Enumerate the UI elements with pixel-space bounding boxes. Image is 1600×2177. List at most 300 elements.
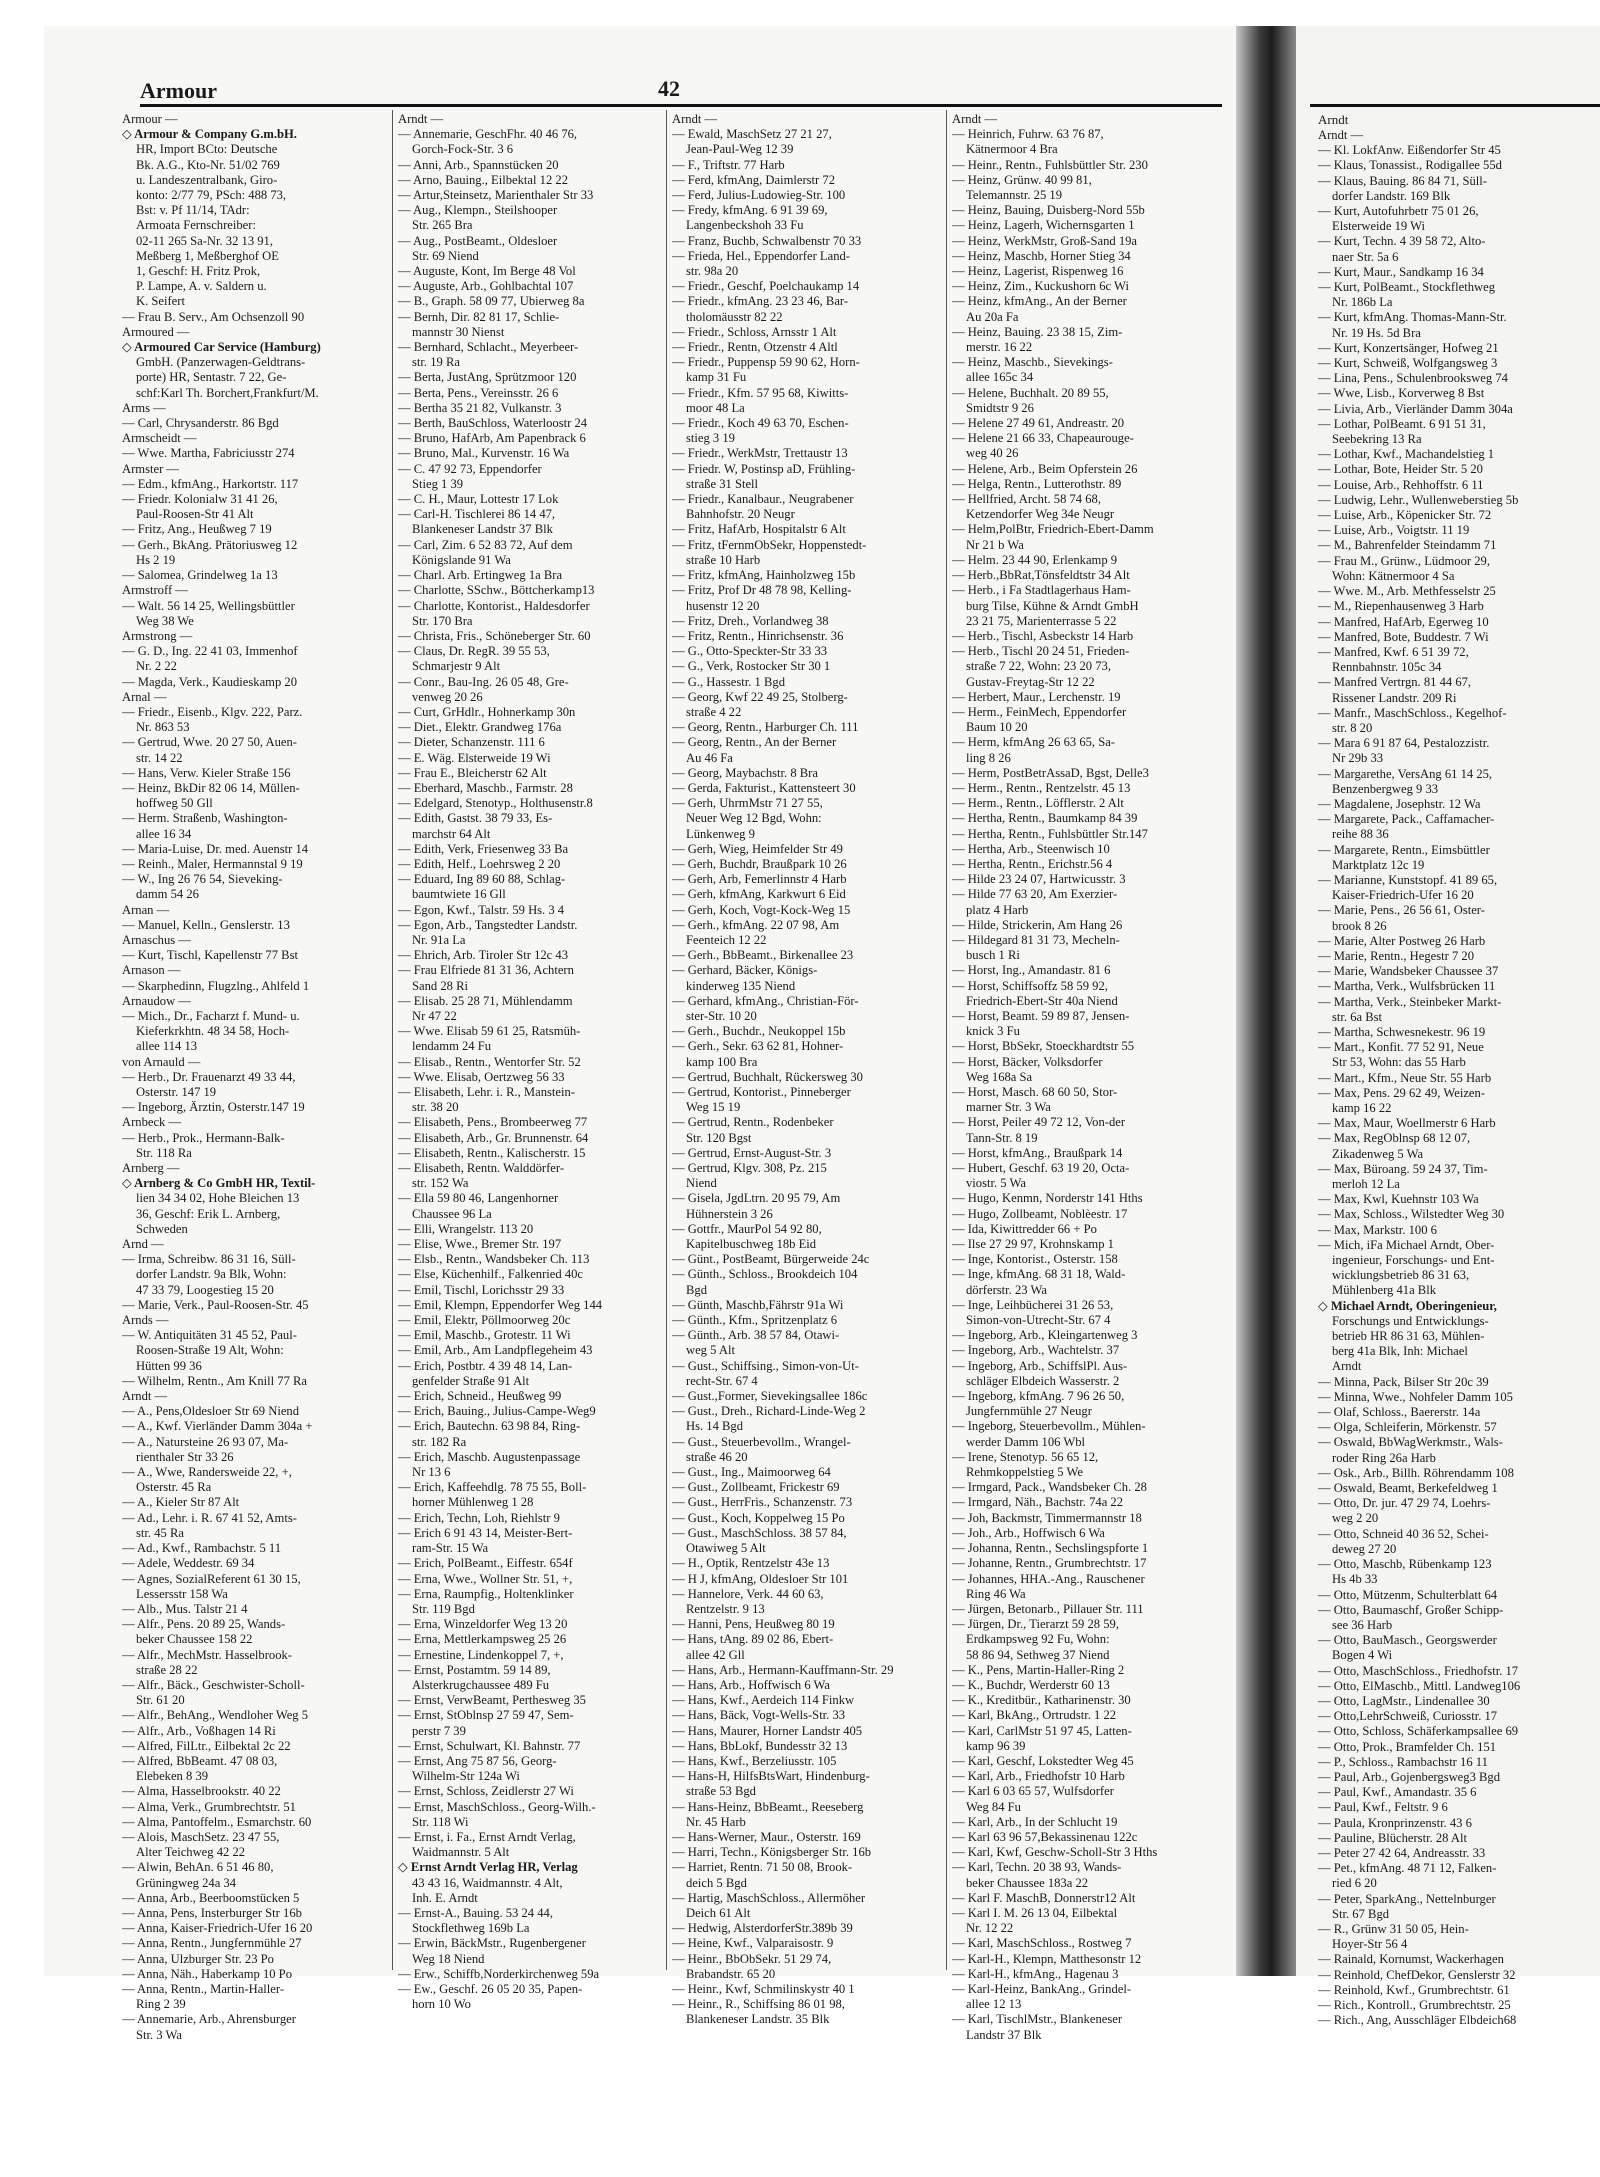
directory-entry-line: Str. 170 Bra [412,613,473,628]
directory-entry-line: — Conr., Bau-Ing. 26 05 48, Gre- [398,674,569,689]
directory-entry-line: — Erich, Maschb. Augustenpassage [398,1449,581,1464]
directory-entry-line: Lünkenweg 9 [686,826,755,841]
directory-entry-line: — Karl, Kwf, Geschw-Scholl-Str 3 Hths [952,1845,1158,1860]
directory-entry-line: — Karl 63 96 57,Bekassinenau 122c [952,1829,1138,1844]
directory-entry-line: — Gerh, Koch, Vogt-Kock-Weg 15 [672,902,851,917]
directory-entry-line: — Gerh., BbBeamt., Birkenallee 23 [672,948,854,963]
directory-entry-line: — Ingeborg, kfmAng. 7 96 26 50, [952,1389,1125,1404]
directory-entry-line: schf:Karl Th. Borchert,Frankfurt/M. [136,385,319,400]
directory-entry-line: — Alwin, BehAn. 6 51 46 80, [122,1860,274,1875]
directory-entry-line: allee 16 34 [136,826,192,841]
directory-column-2 [398,112,660,2012]
directory-entry-line: — Erich, Techn, Loh, Riehlstr 9 [398,1510,560,1525]
directory-entry-line: — Hildegard 81 31 73, Mecheln- [952,932,1120,947]
directory-entry-line: — Lothar, PolBeamt. 6 91 51 31, [1318,416,1486,431]
directory-entry-line: — Ingeborg, Ärztin, Osterstr.147 19 [122,1100,305,1115]
directory-entry-line: Feenteich 12 22 [686,932,767,947]
directory-entry-line: Weg 168a Sa [966,1069,1033,1084]
directory-entry-line: Alter Teichweg 42 22 [136,1845,246,1860]
directory-entry-line: Nr. 91a La [412,932,466,947]
directory-entry-line: — Wwe. Elisab, Oertzweg 56 33 [398,1069,565,1084]
directory-entry-line: 43 43 16, Waidmannstr. 4 Alt, [412,1875,563,1890]
directory-entry-line: — Kurt, Autofuhrbetr 75 01 26, [1318,204,1479,219]
directory-entry-line: — Fritz, Ang., Heußweg 7 19 [122,522,272,537]
directory-entry-line: — F., Triftstr. 77 Harb [672,157,785,172]
directory-entry-line: lien 34 34 02, Hohe Bleichen 13 [136,1191,300,1206]
directory-entry-line: — Horst, Schiffsoffz 58 59 92, [952,978,1108,993]
directory-entry-line: — Charl. Arb. Ertingweg 1a Bra [398,568,563,583]
directory-entry-line: weg 2 20 [1332,1511,1379,1526]
directory-entry-line: — Edm., kfmAng., Harkortstr. 117 [122,476,299,491]
directory-entry-line: — Paul, Arb., Gojenbergsweg3 Bgd [1318,1769,1501,1784]
directory-entry-line: roder Ring 26a Harb [1332,1450,1436,1465]
directory-entry-line: Langenbeckshoh 33 Fu [686,218,804,233]
column-separator [946,110,947,1970]
directory-entry-line: — Otto, Mützenm, Schulterblatt 64 [1318,1587,1498,1602]
directory-entry-line: Wohn: Kätnermoor 4 Sa [1332,568,1455,583]
directory-entry-line: — Franz, Buchb, Schwalbenstr 70 33 [672,233,862,248]
directory-entry-line: — Auguste, Arb., Gohlbachtal 107 [398,279,574,294]
directory-entry-line: — Heine, Kwf., Valparaisostr. 9 [672,1936,834,1951]
directory-entry-line: — Emil, Elektr, Pöllmoorweg 20c [398,1313,571,1328]
directory-entry-line: — Fritz, tFernmObSekr, Hoppenstedt- [672,537,867,552]
directory-entry-line: Bst: v. Pf 11/14, TAdr: [136,203,250,218]
directory-entry-line: — Alfr., BehAng., Wendloher Weg 5 [122,1708,309,1723]
directory-entry-line: ◇ Ernst Arndt Verlag HR, Verlag [398,1860,578,1875]
directory-entry-line: — Marianne, Kunststopf. 41 89 65, [1318,872,1498,887]
directory-entry-line: — Helga, Rentn., Lutterothstr. 89 [952,476,1122,491]
directory-entry-line: Chaussee 96 La [412,1206,492,1221]
directory-entry-line: Arndt [1332,1359,1362,1374]
directory-entry-line: — Helene, Buchhalt. 20 89 55, [952,385,1109,400]
directory-entry-line: — Karl I. M. 26 13 04, Eilbektal [952,1905,1118,1920]
directory-entry-line: Arms — [122,400,166,415]
directory-entry-line: Blankeneser Landstr. 35 Blk [686,2012,830,2027]
directory-entry-line: kamp 31 Fu [686,370,747,385]
directory-entry-line: — Max, Büroang. 59 24 37, Tim- [1318,1161,1488,1176]
directory-entry-line: — Friedr., Koch 49 63 70, Eschen- [672,416,849,431]
directory-entry-line: — Heinr., R., Schiffsing 86 01 98, [672,1997,845,2012]
directory-entry-line: — Margarete, Rentn., Eimsbüttler [1318,842,1490,857]
directory-entry-line: — Max, Maur, Woellmerstr 6 Harb [1318,1116,1496,1131]
directory-entry-line: — Heinz, Zim., Kuckushorn 6c Wi [952,279,1129,294]
directory-entry-line: — Bruno, Mal., Kurvenstr. 16 Wa [398,446,570,461]
directory-entry-line: Jean-Paul-Weg 12 39 [686,142,794,157]
directory-entry-line: — Annemarie, GeschFhr. 40 46 76, [398,127,578,142]
directory-entry-line: werder Damm 106 Wbl [966,1434,1086,1449]
directory-entry-line: Nr 13 6 [412,1465,451,1480]
directory-entry-line: — Minna, Wwe., Nohfeler Damm 105 [1318,1389,1513,1404]
directory-entry-line: — Hartig, MaschSchloss., Allermöher [672,1890,866,1905]
directory-entry-line: — Hans, Bäck, Vogt-Wells-Str. 33 [672,1708,846,1723]
directory-entry-line: — Herbert, Maur., Lerchenstr. 19 [952,689,1121,704]
directory-entry-line: — Alma, Pantoffelm., Esmarchstr. 60 [122,1814,312,1829]
directory-entry-line: — Ernestine, Lindenkoppel 7, +, [398,1647,564,1662]
directory-entry-line: Ketzendorfer Weg 34e Neugr [966,507,1115,522]
directory-entry-line: — B., Graph. 58 09 77, Ubierweg 8a [398,294,585,309]
directory-entry-line: ◇ Michael Arndt, Oberingenieur, [1318,1298,1497,1313]
directory-entry-line: — Otto, ElMaschb., Mittl. Landweg106 [1318,1678,1521,1693]
directory-entry-line: Paul-Roosen-Str 41 Alt [136,507,254,522]
directory-entry-line: Neuer Weg 12 Bgd, Wohn: [686,811,822,826]
directory-entry-line: — Manfred, Kwf. 6 51 39 72, [1318,644,1469,659]
directory-entry-line: — Friedr., Kanalbaur., Neugrabener [672,492,854,507]
directory-entry-line: — Friedr., Puppensp 59 90 62, Horn- [672,355,860,370]
directory-entry-line: — Lina, Pens., Schulenbrooksweg 74 [1318,371,1508,386]
directory-entry-line: Nr. 19 Hs. 5d Bra [1332,325,1421,340]
directory-entry-line: Weg 38 We [136,613,194,628]
directory-entry-line: straße 53 Bgd [686,1784,756,1799]
directory-entry-line: Simon-von-Utrecht-Str. 67 4 [966,1313,1111,1328]
directory-entry-line: — Luise, Arb., Köpenicker Str. 72 [1318,508,1492,523]
directory-entry-line: — Karl, MaschSchloss., Rostweg 7 [952,1936,1132,1951]
directory-entry-line: — Kurt, Schweiß, Wolfgangsweg 3 [1318,356,1498,371]
directory-entry-line: — Friedr., Geschf, Poelchaukamp 14 [672,279,860,294]
directory-entry-line: — Ernst, MaschSchloss., Georg-Wilh.- [398,1799,596,1814]
directory-entry-line: — C. 47 92 73, Eppendorfer [398,461,542,476]
directory-entry-line: P. Lampe, A. v. Saldern u. [136,279,267,294]
directory-entry-line: — Rainald, Kornumst, Wackerhagen [1318,1952,1504,1967]
directory-entry-line: str. 38 20 [412,1100,459,1115]
directory-entry-line: — Carl, Zim. 6 52 83 72, Auf dem [398,537,573,552]
directory-entry-line: — Karl, BkAng., Ortrudstr. 1 22 [952,1708,1117,1723]
directory-entry-line: weg 5 Alt [686,1343,735,1358]
directory-entry-line: viostr. 5 Wa [966,1176,1026,1191]
directory-entry-line: straße 46 20 [686,1449,748,1464]
directory-entry-line: moor 48 La [686,400,745,415]
directory-entry-line: — Otto, Schneid 40 36 52, Schei- [1318,1526,1489,1541]
directory-entry-line: — C. H., Maur, Lottestr 17 Lok [398,492,559,507]
directory-entry-line: — Gerh., Buchdr., Neukoppel 15b [672,1024,846,1039]
directory-entry-line: — Otto, Dr. jur. 47 29 74, Loehrs- [1318,1496,1491,1511]
directory-entry-line: Zikadenweg 5 Wa [1332,1146,1424,1161]
directory-entry-line: Wilhelm-Str 124a Wi [412,1769,520,1784]
directory-entry-line: — Erich 6 91 43 14, Meister-Bert- [398,1525,573,1540]
directory-entry-line: — Manfr., MaschSchloss., Kegelhof- [1318,705,1507,720]
directory-entry-line: — Edelgard, Stenotyp., Holthusenstr.8 [398,796,593,811]
directory-entry-line: Weg 15 19 [686,1100,741,1115]
directory-entry-line: — Heinz, kfmAng., An der Berner [952,294,1127,309]
directory-entry-line: — Berth, BauSchloss, Waterloostr 24 [398,416,588,431]
directory-entry-line: Stockflethweg 169b La [412,1921,530,1936]
directory-entry-line: — Herb., i Fa Stadtlagerhaus Ham- [952,583,1131,598]
directory-entry-line: — Anna, Pens, Insterburger Str 16b [122,1905,302,1920]
directory-entry-line: — Kurt, PolBeamt., Stockflethweg [1318,280,1495,295]
directory-entry-line: 02-11 265 Sa-Nr. 32 13 91, [136,233,274,248]
directory-entry-line: horn 10 Wo [412,1997,471,2012]
directory-entry-line: allee 114 13 [136,1039,198,1054]
directory-entry-line: — Fritz, Rentn., Hinrichsenstr. 36 [672,628,844,643]
directory-entry-line: Au 20a Fa [966,309,1019,324]
directory-entry-line: — Wilhelm, Rentn., Am Knill 77 Ra [122,1373,308,1388]
directory-entry-line: — Alb., Mus. Talstr 21 4 [122,1601,248,1616]
directory-entry-line: — Charlotte, Kontorist., Haldesdorfer [398,598,590,613]
directory-entry-line: — Magdalene, Josephstr. 12 Wa [1318,796,1481,811]
directory-entry-line: — Lothar, Kwf., Machandelstieg 1 [1318,447,1495,462]
directory-entry-line: — Eberhard, Maschb., Farmstr. 28 [398,780,573,795]
directory-entry-line: — Georg, Kwf 22 49 25, Stolberg- [672,689,848,704]
directory-entry-line: Hs 4b 33 [1332,1572,1378,1587]
directory-entry-line: — Carl-H. Tischlerei 86 14 47, [398,507,556,522]
directory-entry-line: — Max, Markstr. 100 6 [1318,1222,1437,1237]
directory-entry-line: — Elise, Wwe., Bremer Str. 197 [398,1237,562,1252]
directory-entry-line: straße 7 22, Wohn: 23 20 73, [966,659,1111,674]
directory-entry-line: Armoata Fernschreiber: [136,218,256,233]
directory-entry-line: — Johannes, HHA.-Ang., Rauschener [952,1571,1145,1586]
directory-entry-line: — Herm, kfmAng 26 63 65, Sa- [952,735,1115,750]
directory-entry-line: betrieb HR 86 31 63, Mühlen- [1332,1329,1485,1344]
directory-entry-line: Niend [686,1176,717,1191]
directory-entry-line: Osterstr. 45 Ra [136,1480,212,1495]
directory-entry-line: Str. 67 Bgd [1332,1906,1390,1921]
directory-entry-line: Waidmannstr. 5 Alt [412,1845,510,1860]
directory-entry-line: — Gerh., Sekr. 63 62 81, Hohner- [672,1039,844,1054]
directory-entry-line: — Gertrud, Ernst-August-Str. 3 [672,1145,832,1160]
directory-entry-line: — Jürgen, Dr., Tierarzt 59 28 59, [952,1617,1119,1632]
directory-entry-line: — Johanne, Rentn., Grumbrechtstr. 17 [952,1556,1147,1571]
directory-entry-line: — Ernst, Schulwart, Kl. Bahnstr. 77 [398,1738,581,1753]
directory-entry-line: platz 4 Harb [966,902,1029,917]
directory-entry-line: — Otto,LehrSchweiß, Curiosstr. 17 [1318,1709,1498,1724]
directory-entry-line: — Hugo, Kenmn, Norderstr 141 Hths [952,1191,1143,1206]
directory-entry-line: — Erich, Postbtr. 4 39 48 14, Lan- [398,1358,573,1373]
directory-entry-line: — Hans, Arb., Hoffwisch 6 Wa [672,1677,831,1692]
directory-entry-line: — Ida, Kiwittredder 66 + Po [952,1221,1097,1236]
directory-entry-line: — Paula, Kronprinzenstr. 43 6 [1318,1815,1472,1830]
directory-entry-line: Arndt — [398,112,444,126]
directory-entry-line: — Gust., Dreh., Richard-Linde-Weg 2 [672,1404,866,1419]
directory-entry-line: — Fritz, HafArb, Hospitalstr 6 Alt [672,522,846,537]
directory-entry-line: — Martha, Verk., Wulfsbrücken 11 [1318,979,1496,994]
directory-entry-line: — Frau Elfriede 81 31 36, Achtern [398,963,574,978]
directory-entry-line: burg Tilse, Kühne & Arndt GmbH [966,598,1139,613]
directory-entry-line: — Karl, Arb., Friedhofstr 10 Harb [952,1769,1125,1784]
directory-entry-line: — Wwe. M., Arb. Methfesselstr 25 [1318,584,1496,599]
directory-entry-line: — Margarethe, VersAng 61 14 25, [1318,766,1493,781]
directory-entry-line: Nr. 12 22 [966,1921,1014,1936]
running-head: Armour [140,78,217,103]
directory-entry-line: — Marie, Wandsbeker Chaussee 37 [1318,964,1499,979]
directory-entry-line: — Erw., Schiffb,Norderkirchenweg 59a [398,1966,600,1981]
directory-entry-line: — Frau M., Grünw., Lüdmoor 29, [1318,553,1490,568]
directory-entry-line: — Oswald, Beamt, Berkefeldweg 1 [1318,1481,1498,1496]
directory-entry-line: — Bertha 35 21 82, Vulkanstr. 3 [398,400,562,415]
directory-entry-line: — Erich, Schneid., Heußweg 99 [398,1389,562,1404]
directory-entry-line: — Hans-H, HilfsBtsWart, Hindenburg- [672,1769,870,1784]
directory-entry-line: — Horst, Ing., Amandastr. 81 6 [952,963,1111,978]
directory-entry-line: hoffweg 50 Gll [136,796,213,811]
directory-entry-line: naer Str. 5a 6 [1332,249,1399,264]
directory-entry-line: Armour — [122,112,178,126]
directory-entry-line: stieg 3 19 [686,431,735,446]
directory-entry-line: perstr 7 39 [412,1723,466,1738]
directory-entry-line: — Hans, Kwf., Aerdeich 114 Finkw [672,1693,855,1708]
directory-entry-line: — Günth., Schloss., Brookdeich 104 [672,1267,858,1282]
directory-entry-line: Str. 265 Bra [412,218,473,233]
directory-entry-line: — Alfr., Pens. 20 89 25, Wands- [122,1617,286,1632]
directory-entry-line: — Ad., Kwf., Rambachstr. 5 11 [122,1541,282,1556]
directory-entry-line: — Heinz, Lagerh, Wichernsgarten 1 [952,218,1135,233]
directory-entry-line: Kaiser-Friedrich-Ufer 16 20 [1332,888,1474,903]
directory-entry-line: — Alfred, BbBeamt. 47 08 03, [122,1753,278,1768]
directory-entry-line: Stieg 1 39 [412,476,464,491]
directory-entry-line: — Hans, Kwf., Berzeliusstr. 105 [672,1753,837,1768]
directory-entry-line: — Gertrud, Wwe. 20 27 50, Auen- [122,735,297,750]
directory-entry-line: Bahnhofstr. 20 Neugr [686,507,795,522]
directory-entry-line: — Edith, Verk, Friesenweg 33 Ba [398,841,569,856]
directory-entry-line: — Gerhard, kfmAng., Christian-För- [672,993,859,1008]
directory-entry-line: Nr 47 22 [412,1008,457,1023]
directory-entry-line: — Annemarie, Arb., Ahrensburger [122,2012,296,2027]
directory-entry-line: — Berta, Pens., Vereinsstr. 26 6 [398,385,559,400]
directory-entry-line: — Ernst, VerwBeamt, Perthesweg 35 [398,1693,586,1708]
directory-entry-line: Str 53, Wohn: das 55 Harb [1332,1055,1466,1070]
directory-entry-line: — Hugo, Zollbeamt, Noblèestr. 17 [952,1206,1128,1221]
directory-entry-line: busch 1 Ri [966,948,1020,963]
directory-entry-line: — Hannelore, Verk. 44 60 63, [672,1586,824,1601]
directory-entry-line: Arnds — [122,1313,169,1328]
directory-entry-line: — Rich., Ang, Ausschläger Elbdeich68 [1318,2013,1517,2028]
directory-entry-line: — Aug., Klempn., Steilshooper [398,203,558,218]
directory-entry-line: Roosen-Straße 19 Alt, Wohn: [136,1343,284,1358]
directory-entry-line: — Friedr. W, Postinsp aD, Frühling- [672,461,856,476]
directory-entry-line: Deich 61 Alt [686,1905,751,1920]
directory-entry-line: — Ernst, i. Fa., Ernst Arndt Verlag, [398,1829,576,1844]
directory-entry-line: — Gertrud, Buchhalt, Rückersweg 30 [672,1069,863,1084]
directory-entry-line: rienthaler Str 33 26 [136,1449,234,1464]
directory-entry-line: — Emil, Klempn, Eppendorfer Weg 144 [398,1297,603,1312]
directory-entry-line: — A., Kieler Str 87 Alt [122,1495,240,1510]
directory-entry-line: — Gerh., kfmAng. 22 07 98, Am [672,917,840,932]
directory-entry-line: Arnason — [122,963,181,978]
directory-entry-line: — Alma, Verk., Grumbrechtstr. 51 [122,1799,296,1814]
directory-entry-line: — Karl-H., kfmAng., Hagenau 3 [952,1966,1119,1981]
directory-entry-line: — Gust., Koch, Koppelweg 15 Po [672,1510,845,1525]
directory-entry-line: — Agnes, SozialReferent 61 30 15, [122,1571,301,1586]
directory-entry-line: — Elisabeth, Pens., Brombeerweg 77 [398,1115,588,1130]
directory-entry-line: weg 40 26 [966,446,1019,461]
directory-entry-line: — Fritz, Dreh., Vorlandweg 38 [672,613,829,628]
directory-entry-line: — Arno, Bauing., Eilbektal 12 22 [398,172,568,187]
directory-entry-line: — A., Natursteine 26 93 07, Ma- [122,1434,289,1449]
directory-entry-line: — Gerh., BkAng. Prätoriusweg 12 [122,537,298,552]
directory-entry-line: — Erna, Winzeldorfer Weg 13 20 [398,1617,568,1632]
directory-entry-line: — Friedr., Eisenb., Klgv. 222, Parz. [122,704,303,719]
directory-entry-line: — Inge, Kontorist., Osterstr. 158 [952,1252,1118,1267]
directory-entry-line: — Irene, Stenotyp. 56 65 12, [952,1449,1099,1464]
directory-entry-line: — Karl-H., Klempn, Matthesonstr 12 [952,1951,1142,1966]
directory-entry-line: — Johanna, Rentn., Sechslingspforte 1 [952,1541,1149,1556]
directory-entry-line: — Inge, Leihbücherei 31 26 53, [952,1297,1114,1312]
directory-entry-line: — Hans, Verw. Kieler Straße 156 [122,765,291,780]
directory-entry-line: — Gerh, Arb, Femerlinnstr 4 Harb [672,872,847,887]
directory-entry-line: Str. 118 Wi [412,1814,469,1829]
directory-entry-line: — Max, Schloss., Wilstedter Weg 30 [1318,1207,1505,1222]
directory-entry-line: — Erna, Mettlerkampsweg 25 26 [398,1632,567,1647]
directory-entry-line: straße 10 Harb [686,552,761,567]
directory-entry-line: — A., Wwe, Randersweide 22, +, [122,1465,292,1480]
directory-entry-line: — Heinz, Bauing, Duisberg-Nord 55b [952,203,1145,218]
directory-entry-line: — Erich, Kaffeehdlg. 78 75 55, Boll- [398,1480,587,1495]
directory-entry-line: — Hans, Maurer, Horner Landstr 405 [672,1723,863,1738]
directory-entry-line: — Ehrich, Arb. Tiroler Str 12c 43 [398,948,569,963]
directory-entry-line: — Heinz, Lagerist, Rispenweg 16 [952,264,1124,279]
directory-entry-line: — Karl, Arb., In der Schlucht 19 [952,1814,1118,1829]
directory-entry-line: — Peter, SparkAng., Nettelnburger [1318,1891,1496,1906]
directory-entry-line: Armoured — [122,324,190,339]
directory-entry-line: — Hilde 23 24 07, Hartwicusstr. 3 [952,872,1126,887]
directory-entry-line: deweg 27 20 [1332,1541,1397,1556]
directory-entry-line: — Ella 59 80 46, Langenhorner [398,1191,559,1206]
directory-entry-line: — Ingeborg, Arb., Wachtelstr. 37 [952,1343,1120,1358]
directory-entry-line: — K., Pens, Martin-Haller-Ring 2 [952,1662,1125,1677]
directory-entry-line: — Kurt, Tischl, Kapellenstr 77 Bst [122,948,298,963]
directory-entry-line: — Alfr., MechMstr. Hasselbrook- [122,1647,292,1662]
directory-entry-line: — Hedwig, AlsterdorferStr.389b 39 [672,1921,853,1936]
directory-entry-line: Gorch-Fock-Str. 3 6 [412,142,514,157]
directory-entry-line: — Günth., Kfm., Spritzenplatz 6 [672,1313,838,1328]
directory-entry-line: str. 14 22 [136,750,183,765]
directory-entry-line: Hoyer-Str 56 4 [1332,1937,1408,1952]
directory-entry-line: — Friedr., Rentn, Otzenstr 4 Altl [672,340,838,355]
directory-entry-line: Armstroff — [122,583,188,598]
directory-entry-line: Arnan — [122,902,170,917]
directory-entry-line: str. 6a Bst [1332,1009,1383,1024]
column-separator [392,110,393,1970]
directory-entry-line: — G., Verk, Rostocker Str 30 1 [672,659,831,674]
directory-entry-line: — Georg, Maybachstr. 8 Bra [672,765,818,780]
directory-entry-line: — Karl-Heinz, BankAng., Grindel- [952,1981,1132,1996]
directory-entry-line: Str. 120 Bgst [686,1130,752,1145]
directory-entry-line: HR, Import BCto: Deutsche [136,142,278,157]
directory-entry-line: Ring 46 Wa [966,1586,1026,1601]
directory-entry-line: Rissener Landstr. 209 Ri [1332,690,1457,705]
directory-entry-line: — Louise, Arb., Rehhoffstr. 6 11 [1318,477,1484,492]
directory-entry-line: dörferstr. 23 Wa [966,1282,1047,1297]
directory-entry-line: — Max, RegOblnsp 68 12 07, [1318,1131,1471,1146]
directory-entry-line: Hütten 99 36 [136,1358,202,1373]
directory-column-1 [122,112,384,2043]
directory-entry-line: Au 46 Fa [686,750,733,765]
directory-entry-line: Rehmkoppelstieg 5 We [966,1465,1083,1480]
directory-entry-line: — Paul, Kwf., Amandastr. 35 6 [1318,1785,1477,1800]
directory-entry-line: — Bernhard, Schlacht., Meyerbeer- [398,340,579,355]
directory-entry-line: — Bruno, HafArb, Am Papenbrack 6 [398,431,586,446]
directory-entry-line: see 36 Harb [1332,1617,1393,1632]
directory-entry-line: — Marie, Rentn., Hegestr 7 20 [1318,948,1474,963]
directory-entry-line: — Edith, Helf., Loehrsweg 2 20 [398,856,561,871]
directory-entry-line: — Irma, Schreibw. 86 31 16, Süll- [122,1252,296,1267]
directory-entry-line: — H J, kfmAng, Oldesloer Str 101 [672,1571,849,1586]
directory-entry-line: — Heinz, Maschb., Sievekings- [952,355,1113,370]
directory-entry-line: — Otto, Baumaschf, Großer Schipp- [1318,1602,1504,1617]
directory-entry-line: — Mart., Konfit. 77 52 91, Neue [1318,1040,1484,1055]
directory-entry-line: — Auguste, Kont, Im Berge 48 Vol [398,264,576,279]
page-number: 42 [658,76,680,101]
directory-entry-line: — Friedr., WerkMstr, Trettaustr 13 [672,446,848,461]
directory-column-4 [952,112,1214,2043]
directory-entry-line: — Herm., FeinMech, Eppendorfer [952,704,1127,719]
directory-entry-line: — Horst, BbSekr, Stoeckhardtstr 55 [952,1039,1135,1054]
directory-entry-line: — Gerh, UhrmMstr 71 27 55, [672,796,823,811]
directory-entry-line: — Reinh., Maler, Hermannstal 9 19 [122,856,303,871]
directory-entry-line: — Osk., Arb., Billh. Röhrendamm 108 [1318,1465,1514,1480]
directory-entry-line: — Heinz, Maschb, Horner Stieg 34 [952,248,1131,263]
directory-entry-line: Lessersstr 158 Wa [136,1586,228,1601]
directory-entry-line: Arndt — [952,112,998,126]
directory-entry-line: — Harri, Techn., Königsberger Str. 16b [672,1845,872,1860]
directory-entry-line: — Ernst, Postamtm. 59 14 89, [398,1662,551,1677]
